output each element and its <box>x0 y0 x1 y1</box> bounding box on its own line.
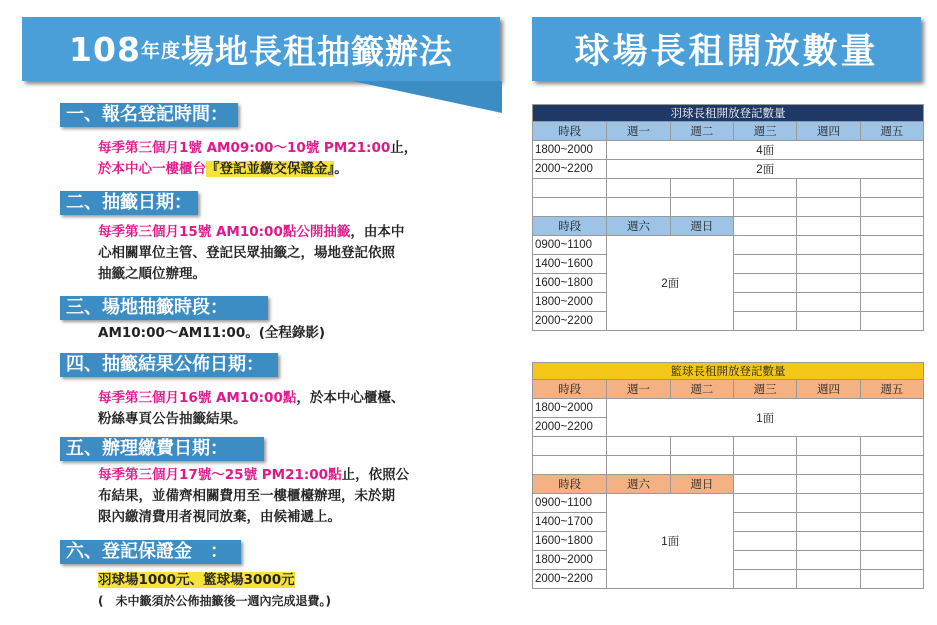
blank-cell <box>797 255 860 274</box>
weekend-row <box>533 236 924 255</box>
section-title: 一、報名登記時間： <box>60 103 238 127</box>
body-text: 每季第三個月1號 AM09:00～10號 PM21:00 <box>98 140 391 156</box>
title-year-suffix: 年度 <box>140 39 181 62</box>
title-notch <box>352 81 502 113</box>
body-text: 布結果，並備齊相關費用至一樓櫃檯辦理，未於期 <box>98 488 395 504</box>
body-line <box>98 465 409 486</box>
blank-cell <box>797 437 860 456</box>
body-text: ( 未中籤須於公佈抽籤後一週內完成退費。) <box>98 594 331 608</box>
section-title: 五、辦理繳費日期： <box>60 437 264 461</box>
body-text: 限內繳清費用者視同放棄，由候補遞上。 <box>98 509 341 525</box>
blank-cell <box>607 198 670 217</box>
count-cell: 1面 <box>607 494 734 589</box>
blank-cell <box>734 274 797 293</box>
header-cell: 週四 <box>797 122 860 141</box>
header-cell: 週三 <box>734 122 797 141</box>
slot-cell: 1800~2000 <box>533 551 607 570</box>
table-title: 羽球長租開放登記數量 <box>533 105 924 122</box>
right-title-banner: 球場長租開放數量 <box>532 17 921 81</box>
blank-cell <box>860 437 923 456</box>
weekday-row <box>533 141 924 160</box>
body-line <box>98 507 409 528</box>
header-cell: 週日 <box>670 475 733 494</box>
body-line <box>98 264 404 285</box>
blank-cell <box>860 255 923 274</box>
blank-cell <box>860 475 923 494</box>
slot-cell: 0900~1100 <box>533 236 607 255</box>
blank-cell <box>670 198 733 217</box>
header-cell: 週二 <box>670 380 733 399</box>
body-line <box>98 138 417 159</box>
body-text: 『登記並繳交保證金』 <box>206 161 335 177</box>
slot-cell: 1400~1700 <box>533 513 607 532</box>
section-body <box>98 323 325 344</box>
count-cell: 4面 <box>607 141 924 160</box>
body-text: 羽球場1000元、籃球場3000元 <box>98 572 295 588</box>
blank-cell <box>860 570 923 589</box>
blank-cell <box>860 456 923 475</box>
body-text: 於本中心一樓櫃台 <box>98 161 206 177</box>
body-line <box>98 409 404 430</box>
blank-cell <box>734 437 797 456</box>
blank-cell <box>797 551 860 570</box>
blank-cell <box>607 437 670 456</box>
weekday-header <box>533 380 924 399</box>
blank-cell <box>797 570 860 589</box>
court-table <box>532 104 924 331</box>
body-line <box>98 222 404 243</box>
body-text: 每季第三個月16號 AM10:00點 <box>98 390 297 406</box>
blank-cell <box>860 312 923 331</box>
blank-cell <box>734 456 797 475</box>
section-title: 二、抽籤日期： <box>60 191 198 215</box>
blank-cell <box>734 494 797 513</box>
blank-cell <box>860 198 923 217</box>
body-line <box>98 388 404 409</box>
body-text: ，由本中 <box>350 224 405 240</box>
blank-cell <box>797 274 860 293</box>
blank-cell <box>670 456 733 475</box>
blank-cell <box>734 236 797 255</box>
body-text: ，於本中心櫃檯、 <box>296 390 405 406</box>
table-title: 籃球長租開放登記數量 <box>533 363 924 380</box>
slot-cell: 1600~1800 <box>533 532 607 551</box>
blank-cell <box>797 198 860 217</box>
blank-row <box>533 437 924 456</box>
blank-cell <box>797 236 860 255</box>
blank-cell <box>734 198 797 217</box>
header-cell: 時段 <box>533 380 607 399</box>
header-cell: 週五 <box>860 122 923 141</box>
blank-cell <box>797 456 860 475</box>
body-text: AM10:00～AM11:00。(全程錄影) <box>98 325 326 341</box>
count-cell: 1面 <box>607 399 924 437</box>
body-text: 心相關單位主管、登記民眾抽籤之，場地登記依照 <box>98 245 395 261</box>
blank-cell <box>734 551 797 570</box>
title-main: 場地長租抽籤辦法 <box>180 31 453 71</box>
slot-cell: 2000~2200 <box>533 312 607 331</box>
blank-cell <box>607 456 670 475</box>
header-cell: 週四 <box>797 380 860 399</box>
slot-cell: 1800~2000 <box>533 399 607 418</box>
blank-cell <box>734 475 797 494</box>
blank-cell <box>797 179 860 198</box>
weekend-header <box>533 217 924 236</box>
slot-cell: 0900~1100 <box>533 494 607 513</box>
blank-row <box>533 179 924 198</box>
body-line <box>98 570 331 591</box>
slot-cell: 1600~1800 <box>533 274 607 293</box>
blank-cell <box>860 293 923 312</box>
header-cell: 週二 <box>670 122 733 141</box>
left-title-banner <box>22 17 500 81</box>
slot-cell: 2000~2200 <box>533 160 607 179</box>
blank-cell <box>734 532 797 551</box>
blank-cell <box>533 456 607 475</box>
title-year: 108 <box>69 29 141 69</box>
body-line <box>98 323 325 344</box>
section-body <box>98 222 404 285</box>
blank-cell <box>797 293 860 312</box>
weekday-row <box>533 399 924 418</box>
weekday-header <box>533 122 924 141</box>
blank-cell <box>797 494 860 513</box>
header-cell: 週日 <box>670 217 733 236</box>
header-cell: 週一 <box>607 122 670 141</box>
body-text: 每季第三個月17號～25號 PM21:00點 <box>98 467 342 483</box>
blank-cell <box>860 217 923 236</box>
table-title-row <box>533 363 924 380</box>
slot-cell: 1800~2000 <box>533 141 607 160</box>
blank-cell <box>797 513 860 532</box>
blank-cell <box>860 179 923 198</box>
blank-cell <box>670 437 733 456</box>
section-title: 四、抽籤結果公佈日期： <box>60 353 278 377</box>
court-table <box>532 362 924 589</box>
weekend-header <box>533 475 924 494</box>
blank-cell <box>860 513 923 532</box>
blank-cell <box>533 179 607 198</box>
body-text: 粉絲專頁公告抽籤結果。 <box>98 411 247 427</box>
slot-cell: 1800~2000 <box>533 293 607 312</box>
blank-cell <box>734 217 797 236</box>
blank-cell <box>734 312 797 331</box>
blank-cell <box>734 255 797 274</box>
section-body <box>98 570 331 612</box>
slot-cell: 2000~2200 <box>533 418 607 437</box>
header-cell: 週六 <box>607 217 670 236</box>
blank-cell <box>734 570 797 589</box>
blank-cell <box>797 475 860 494</box>
body-text: 。 <box>334 161 348 177</box>
section-body <box>98 465 409 528</box>
slot-cell: 1400~1600 <box>533 255 607 274</box>
body-line <box>98 159 417 180</box>
body-line <box>98 243 404 264</box>
blank-cell <box>860 494 923 513</box>
section-title: 六、登記保證金 ： <box>60 540 241 564</box>
header-cell: 時段 <box>533 122 607 141</box>
blank-cell <box>797 312 860 331</box>
body-line <box>98 591 331 612</box>
header-cell: 時段 <box>533 475 607 494</box>
header-cell: 週三 <box>734 380 797 399</box>
blank-cell <box>607 179 670 198</box>
section-title: 三、場地抽籤時段： <box>60 296 268 320</box>
blank-cell <box>860 551 923 570</box>
weekday-row <box>533 160 924 179</box>
blank-cell <box>734 179 797 198</box>
blank-cell <box>670 179 733 198</box>
body-text: 每季第三個月15號 AM10:00點公開抽籤 <box>98 224 351 240</box>
blank-cell <box>860 532 923 551</box>
section-body <box>98 138 417 180</box>
blank-cell <box>734 293 797 312</box>
blank-cell <box>797 217 860 236</box>
body-text: 止， <box>390 140 418 156</box>
count-cell: 2面 <box>607 236 734 331</box>
slot-cell: 2000~2200 <box>533 570 607 589</box>
body-text: 抽籤之順位辦理。 <box>98 266 206 282</box>
blank-cell <box>797 532 860 551</box>
weekend-row <box>533 494 924 513</box>
blank-row <box>533 198 924 217</box>
blank-cell <box>734 513 797 532</box>
body-text: 止，依照公 <box>341 467 410 483</box>
count-cell: 2面 <box>607 160 924 179</box>
header-cell: 週一 <box>607 380 670 399</box>
blank-row <box>533 456 924 475</box>
blank-cell <box>533 198 607 217</box>
header-cell: 週六 <box>607 475 670 494</box>
section-body <box>98 388 404 430</box>
table-title-row <box>533 105 924 122</box>
blank-cell <box>533 437 607 456</box>
header-cell: 時段 <box>533 217 607 236</box>
blank-cell <box>860 274 923 293</box>
blank-cell <box>860 236 923 255</box>
body-line <box>98 486 409 507</box>
header-cell: 週五 <box>860 380 923 399</box>
